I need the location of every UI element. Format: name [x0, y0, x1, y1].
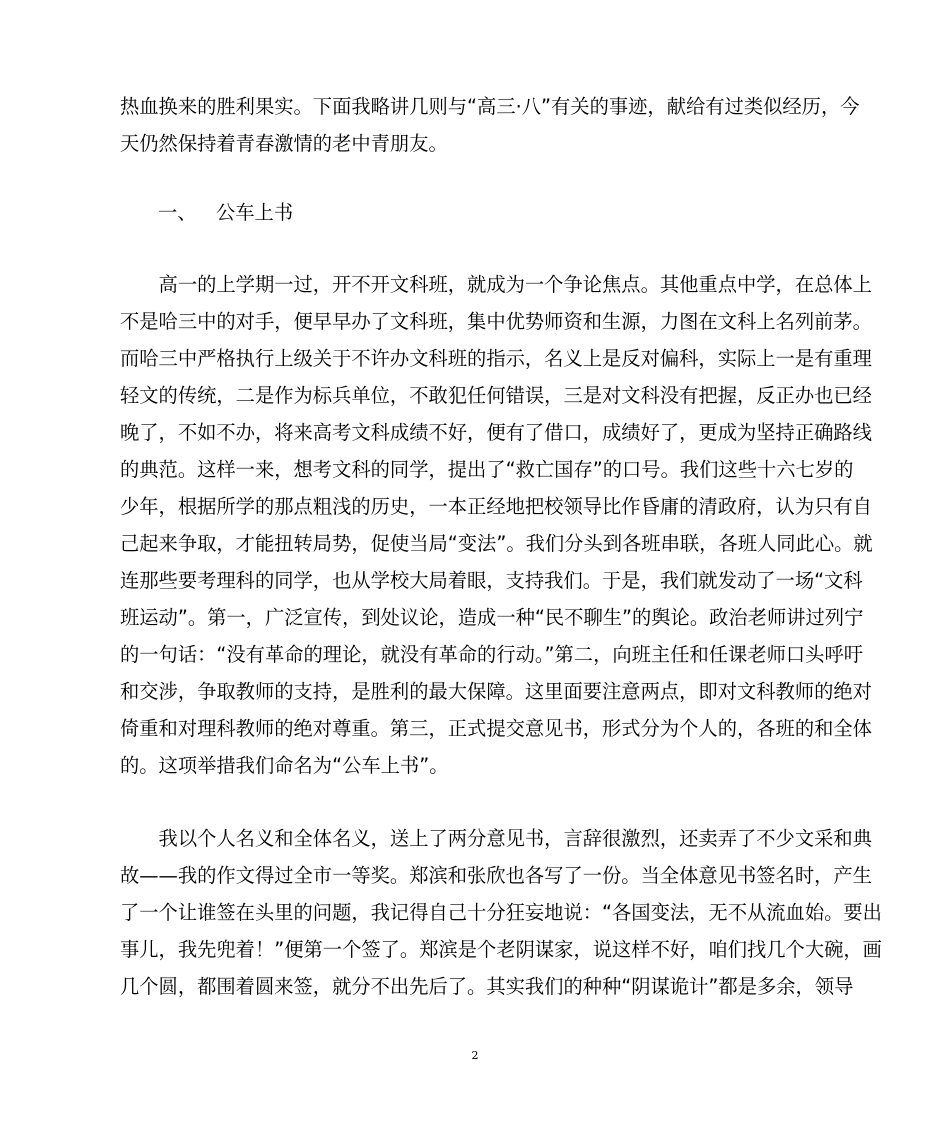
- page-number: 2: [471, 1049, 479, 1062]
- paragraph-line: 倚重和对理科教师的绝对尊重。第三，正式提交意见书，形式分为个人的，各班的和全体: [120, 717, 872, 740]
- paragraph-line: 少年，根据所学的那点粗浅的历史，一本正经地把校领导比作昏庸的清政府，认为只有自: [120, 495, 872, 518]
- paragraph-line: 的典范。这样一来，想考文科的同学，提出了“救亡国存”的口号。我们这些十六七岁的: [120, 458, 854, 481]
- paragraph-line: 几个圆，都围着圆来签，就分不出先后了。其实我们的种种“阴谋诡计”都是多余，领导: [120, 975, 854, 998]
- intro-line-2: 天仍然保持着青春激情的老中青朋友。: [120, 132, 448, 155]
- paragraph-line: 的一句话：“没有革命的理论，就没有革命的行动。”第二，向班主任和任课老师口头呼吁: [120, 643, 864, 666]
- paragraph-line: 事儿，我先兜着！”便第一个签了。郑滨是个老阴谋家，说这样不好，咱们找几个大碗，画: [120, 938, 882, 961]
- paragraph-line: 高一的上学期一过，开不开文科班，就成为一个争论焦点。其他重点中学，在总体上: [120, 273, 872, 296]
- paragraph-line: 的。这项举措我们命名为“公车上书”。: [120, 754, 449, 777]
- paragraph-line: 而哈三中严格执行上级关于不许办文科班的指示，名义上是反对偏科，实际上一是有重理: [120, 347, 872, 370]
- section-heading: [158, 200, 293, 226]
- paragraph-line: 连那些要考理科的同学，也从学校大局着眼，支持我们。于是，我们就发动了一场“文科: [120, 569, 863, 592]
- paragraph-line: 晚了，不如不办，将来高考文科成绩不好，便有了借口，成绩好了，更成为坚持正确路线: [120, 421, 872, 444]
- section-number: 一、: [158, 201, 197, 224]
- intro-line-1: 热血换来的胜利果实。下面我略讲几则与“高三·八”有关的事迹，献给有过类似经历，今: [120, 95, 860, 118]
- paragraph-line: 我以个人名义和全体名义，送上了两分意见书，言辞很激烈，还卖弄了不少文采和典: [120, 827, 872, 850]
- paragraph-line: 轻文的传统，二是作为标兵单位，不敢犯任何错误，三是对文科没有把握，反正办也已经: [120, 384, 872, 407]
- section-title: 公车上书: [216, 201, 294, 224]
- paragraph-line: 班运动”。第一，广泛宣传，到处议论，造成一种“民不聊生”的舆论。政治老师讲过列宁: [120, 606, 864, 629]
- paragraph-line: 了一个让谁签在头里的问题，我记得自己十分狂妄地说：“各国变法，无不从流血始。要出: [120, 901, 882, 924]
- paragraph-line: 故——我的作文得过全市一等奖。郑滨和张欣也各写了一份。当全体意见书签名时，产生: [120, 864, 872, 887]
- paragraph-line: 和交涉，争取教师的支持，是胜利的最大保障。这里面要注意两点，即对文科教师的绝对: [120, 680, 872, 703]
- paragraph-line: 不是哈三中的对手，便早早办了文科班，集中优势师资和生源，力图在文科上名列前茅。: [120, 310, 872, 333]
- paragraph-line: 己起来争取，才能扭转局势，促使当局“变法”。我们分头到各班串联，各班人同此心。就: [120, 532, 873, 555]
